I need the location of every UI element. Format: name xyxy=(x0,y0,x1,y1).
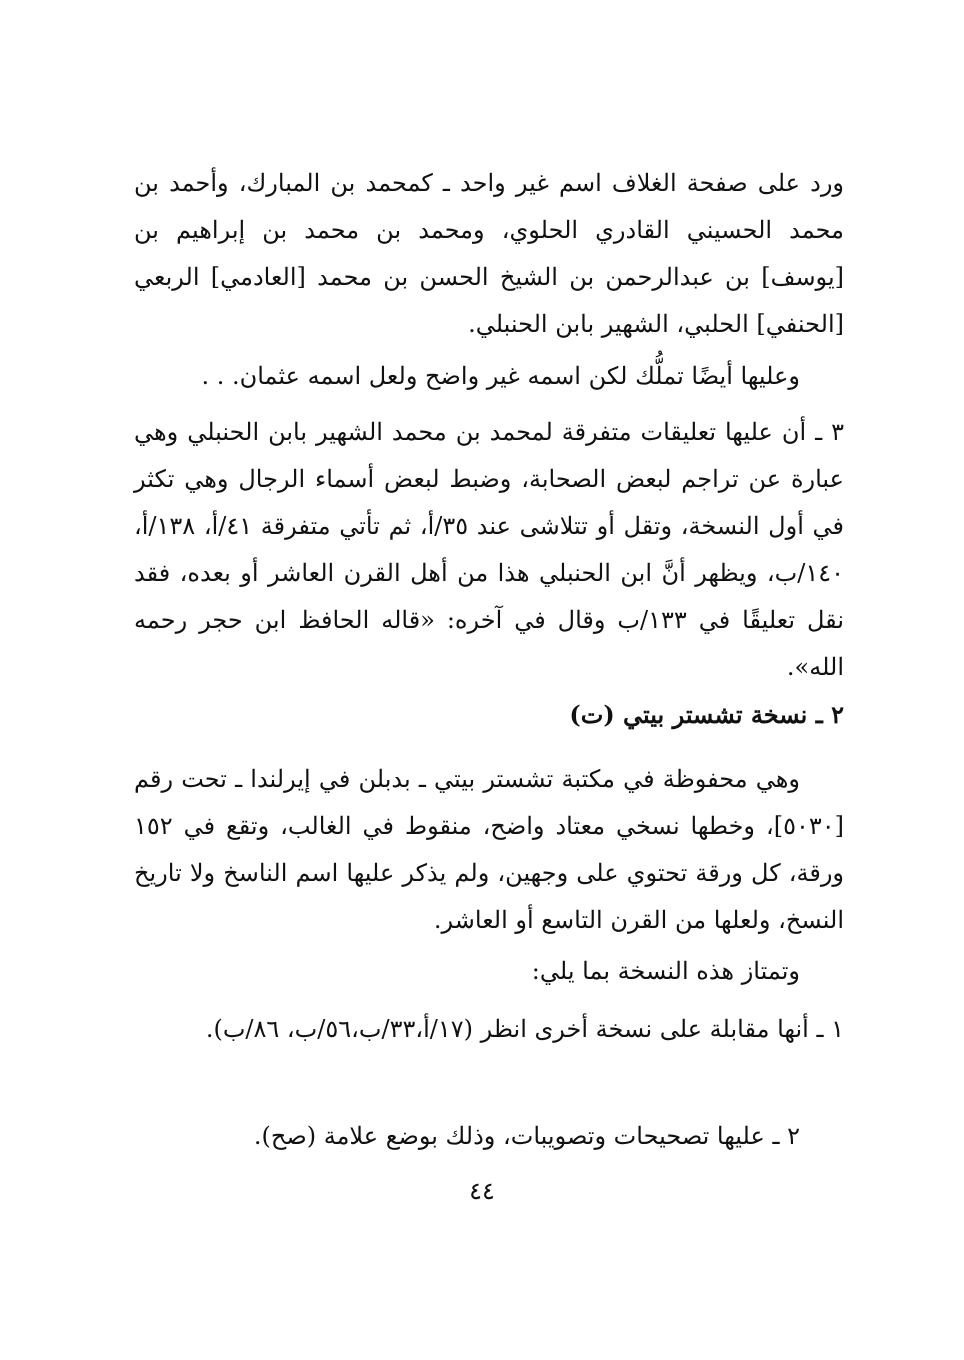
paragraph-text: وتمتاز هذه النسخة بما يلي: xyxy=(531,957,800,985)
list-item-text: ١ ـ أنها مقابلة على نسخة أخرى انظر (١٧/أ،٣٣/ب،٥٦/ب، ٨٦/ب). xyxy=(205,1015,844,1043)
paragraph-manuscript-description xyxy=(134,756,844,944)
page-number: ٤٤ xyxy=(469,1177,495,1205)
list-item-text: ٢ ـ عليها تصحيحات وتصويبات، وذلك بوضع علامة (صح). xyxy=(253,1122,800,1150)
section-heading xyxy=(134,691,844,738)
paragraph-ownership xyxy=(134,353,844,400)
paragraph-text: ٣ ـ أن عليها تعليقات متفرقة لمحمد بن محمد الشهير بابن الحنبلي وهي عبارة عن تراجم لبعض الصحابة، وضبط لبعض أسماء الرجال وهي تكثر في أول النسخة، وتقل أو تتلاشى عند ٣٥/أ، ثم تأتي متفرقة ٤١/أ، ١٣٨/أ، ١٤٠/ب، ويظهر أنَّ ابن الحنبلي هذا من أهل القرن العاشر أو بعده، فقد نقل تعليقًا في ١٣٣/ب وقال في آخره: «قاله الحافظ ابن حجر رحمه الله». xyxy=(134,418,844,681)
paragraph-cover-names xyxy=(134,160,844,348)
paragraph-features-intro xyxy=(134,948,844,995)
heading-text: ٢ ـ نسخة تشستر بيتي (ت) xyxy=(569,700,844,729)
paragraph-text: وعليها أيضًا تملُّك لكن اسمه غير واضح ولعل اسمه عثمان. . . xyxy=(201,362,800,390)
list-item-corrections xyxy=(134,1113,844,1160)
paragraph-text: ورد على صفحة الغلاف اسم غير واحد ـ كمحمد بن المبارك، وأحمد بن محمد الحسيني القادري الحلوي، ومحمد بن محمد بن إبراهيم بن [يوسف] بن عبدالرحمن بن الشيخ الحسن بن محمد [العادمي] الربعي [الحنفي] الحلبي، الشهير بابن الحنبلي. xyxy=(134,169,844,338)
paragraph-text: وهي محفوظة في مكتبة تشستر بيتي ـ بدبلن في إيرلندا ـ تحت رقم [٥٠٣٠]، وخطها نسخي معتاد واضح، منقوط في الغالب، وتقع في ١٥٢ ورقة، كل ورقة تحتوي على وجهين، ولم يذكر عليها اسم الناسخ ولا تاريخ النسخ، ولعلها من القرن التاسع أو العاشر. xyxy=(134,765,844,934)
paragraph-annotations xyxy=(134,409,844,691)
list-item-collation xyxy=(134,1006,844,1053)
